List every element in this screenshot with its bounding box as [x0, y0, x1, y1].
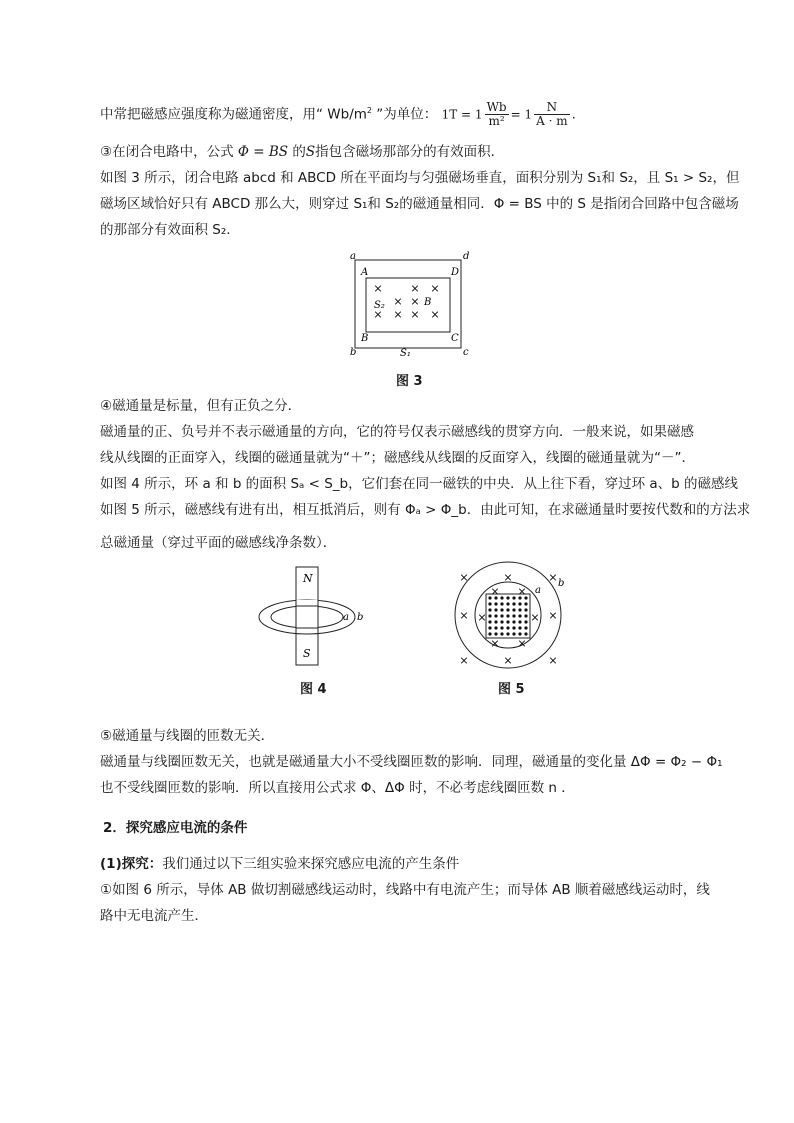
paragraph-line: 磁场区域恰好只有 ABCD 那么大，则穿过 S₁和 S₂的磁通量相同．Φ = BS 中的 S 是指闭合回路中包含磁场	[100, 196, 739, 212]
unit-text: 中常把磁感应强度称为磁通密度，用“ Wb/m	[100, 106, 367, 123]
field-cross-mark: ×	[530, 611, 540, 624]
field-cross-mark: ×	[503, 571, 513, 584]
field-dot	[506, 596, 509, 599]
field-dot	[518, 620, 521, 623]
figure-3-caption: 图 3	[396, 374, 423, 389]
field-dot	[488, 632, 491, 635]
label-a: a	[343, 612, 349, 623]
paragraph-line: 磁通量的正、负号并不表示磁通量的方向，它的符号仅表示磁感线的贯穿方向．一般来说，如果磁感	[100, 424, 694, 440]
field-dot	[506, 620, 509, 623]
field-cross-mark: ×	[459, 609, 469, 622]
label-N: N	[303, 572, 313, 585]
label-B: B	[361, 333, 369, 344]
field-dot	[488, 608, 491, 611]
unit-text-mid: ”为单位：	[372, 106, 438, 123]
field-dot	[494, 632, 497, 635]
field-cross-mark: ×	[503, 654, 513, 667]
field-dot	[488, 602, 491, 605]
paragraph-line: 磁通量与线圈匝数无关，也就是磁通量大小不受线圈匝数的影响．同理，磁通量的变化量 ΔΦ = Φ₂ − Φ₁	[100, 754, 723, 770]
flux-formula: Φ = BS	[237, 144, 289, 160]
paragraph-line: 也不受线圈匝数的影响．所以直接用公式求 Φ、ΔΦ 时，不必考虑线圈匝数 n ．	[100, 780, 575, 796]
field-dot	[506, 602, 509, 605]
fraction-numerator: Wb	[486, 100, 507, 114]
explore-line	[100, 854, 459, 874]
label-c: c	[463, 347, 469, 358]
magnet-mask	[296, 600, 318, 632]
field-dot	[488, 626, 491, 629]
field-cross-mark: ×	[459, 654, 469, 667]
tesla-equation-mid: = 1	[510, 107, 533, 122]
field-cross-mark: ×	[490, 585, 500, 598]
field-dot	[518, 608, 521, 611]
field-dot	[512, 632, 515, 635]
field-cross-mark: ×	[430, 282, 440, 295]
field-cross-mark: ×	[517, 637, 527, 650]
label-a: a	[350, 251, 356, 262]
field-cross-mark: ×	[373, 282, 383, 295]
explore-text: 我们通过以下三组实验来探究感应电流的产生条件	[162, 856, 460, 872]
field-cross-mark: ×	[490, 637, 500, 650]
field-dot	[494, 602, 497, 605]
label-B-field: B	[424, 297, 432, 308]
paragraph-line: 的那部分有效面积 S₂.	[100, 222, 231, 238]
field-cross-mark: ×	[548, 654, 558, 667]
text-segment: 指包含磁场那部分的有效面积．	[315, 144, 505, 160]
effective-area-line	[100, 142, 504, 162]
field-dot	[500, 596, 503, 599]
figure-3-diagram	[340, 248, 480, 363]
field-dot	[506, 608, 509, 611]
field-cross-mark: ×	[459, 571, 469, 584]
fraction-numerator: N	[534, 101, 570, 115]
area-symbol: S	[305, 144, 316, 160]
field-dot	[506, 632, 509, 635]
field-dot	[518, 614, 521, 617]
label-b: b	[350, 347, 357, 358]
field-cross-mark: ×	[410, 308, 420, 321]
field-dot	[500, 614, 503, 617]
field-cross-mark: ×	[410, 282, 420, 295]
paragraph-line: ①如图 6 所示，导体 AB 做切割磁感线运动时，线路中有电流产生；而导体 AB 顺着磁感线运动时，线	[100, 882, 710, 898]
figure-5-caption: 图 5	[498, 682, 525, 697]
label-D: D	[451, 267, 460, 278]
label-d: d	[463, 251, 470, 262]
fraction-wb-m2	[485, 101, 509, 128]
field-dot	[512, 596, 515, 599]
unit-superscript: 2	[366, 106, 372, 115]
field-in-crosses	[459, 571, 557, 667]
figure-4-diagram	[254, 562, 374, 672]
field-dot	[524, 620, 527, 623]
field-dot	[512, 608, 515, 611]
field-dot	[494, 626, 497, 629]
outer-loop-abcd	[355, 260, 461, 348]
field-dot	[494, 614, 497, 617]
explore-label: (1)探究：	[100, 856, 163, 872]
field-dot	[518, 626, 521, 629]
figure-5-diagram	[450, 560, 580, 672]
field-dot	[524, 602, 527, 605]
fraction-denominator: m²	[488, 114, 505, 128]
field-cross-mark: ×	[393, 295, 403, 308]
field-dot	[512, 620, 515, 623]
field-dot	[524, 614, 527, 617]
field-cross-mark: ×	[477, 611, 487, 624]
label-b: b	[357, 612, 364, 623]
field-cross-mark: ×	[517, 585, 527, 598]
field-out-dots	[488, 596, 527, 635]
field-cross-mark: ×	[548, 609, 558, 622]
paragraph-line: 如图 3 所示，闭合电路 abcd 和 ABCD 所在平面均与匀强磁场垂直，面积分别为 S₁和 S₂，且 S₁ > S₂，但	[100, 170, 740, 186]
scalar-title: ④磁通量是标量，但有正负之分．	[100, 398, 302, 414]
field-dot	[512, 602, 515, 605]
field-dot	[506, 626, 509, 629]
field-dot	[506, 614, 509, 617]
turns-title: ⑤磁通量与线圈的匝数无关．	[100, 728, 275, 744]
paragraph-line: 路中无电流产生．	[100, 908, 208, 924]
unit-definition-line	[100, 101, 576, 128]
text-segment: ③在闭合电路中，公式	[100, 144, 234, 160]
field-dot	[524, 626, 527, 629]
label-C: C	[451, 333, 459, 344]
label-A: A	[361, 267, 369, 278]
tesla-equation-lhs: 1T = 1	[441, 107, 483, 122]
label-b: b	[558, 578, 565, 589]
paragraph-line: 如图 5 所示，磁感线有进有出，相互抵消后，则有 Φₐ > Φ_b．由此可知，在求磁通量时要按代数和的方法求	[100, 502, 751, 518]
field-dot	[494, 620, 497, 623]
paragraph-line: 如图 4 所示，环 a 和 b 的面积 Sₐ < S_b，它们套在同一磁铁的中央．从上往下看，穿过环 a、b 的磁感线	[100, 476, 739, 492]
field-dot	[500, 608, 503, 611]
sentence-end: .	[571, 106, 576, 123]
label-a: a	[535, 585, 541, 596]
field-cross-mark: ×	[548, 571, 558, 584]
fraction-denominator: A · m	[536, 114, 568, 128]
field-dot	[500, 602, 503, 605]
text-segment: 的	[292, 144, 306, 160]
field-dot	[512, 614, 515, 617]
field-dot	[512, 626, 515, 629]
paragraph-line: 线从线圈的正面穿入，线圈的磁通量就为“＋”；磁感线从线圈的反面穿入，线圈的磁通量就为“－”．	[100, 450, 695, 466]
field-dot	[500, 626, 503, 629]
label-S2: S₂	[374, 300, 385, 311]
field-dot	[518, 602, 521, 605]
fraction-n-am	[534, 101, 570, 128]
field-dot	[500, 632, 503, 635]
label-S: S	[303, 647, 311, 660]
field-cross-mark: ×	[430, 308, 440, 321]
field-dot	[524, 632, 527, 635]
field-dot	[500, 620, 503, 623]
field-dot	[524, 608, 527, 611]
field-dot	[488, 614, 491, 617]
label-S1: S₁	[400, 348, 411, 359]
field-cross-mark: ×	[373, 308, 383, 321]
field-cross-mark: ×	[393, 308, 403, 321]
section-heading: 2．探究感应电流的条件	[103, 820, 248, 836]
field-dot	[488, 620, 491, 623]
figure-4-caption: 图 4	[300, 682, 327, 697]
field-dot	[494, 608, 497, 611]
field-dot	[518, 632, 521, 635]
paragraph-line: 总磁通量（穿过平面的磁感线净条数）．	[100, 535, 337, 551]
field-cross-mark: ×	[410, 295, 420, 308]
